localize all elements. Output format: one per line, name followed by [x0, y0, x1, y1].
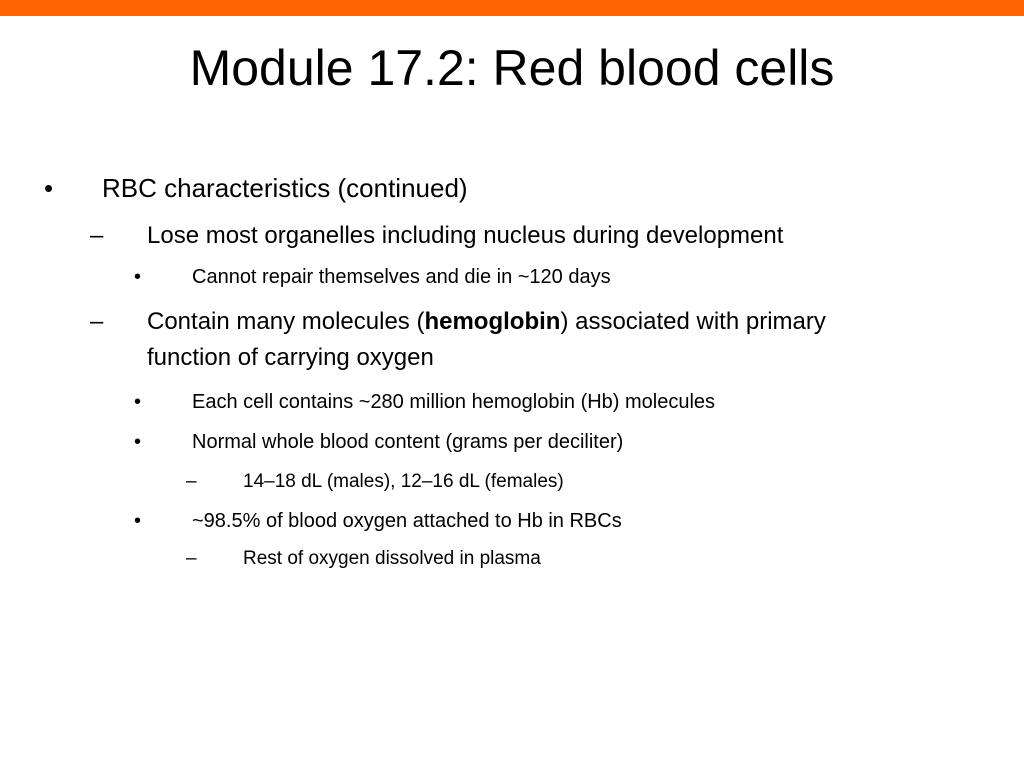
dash-marker: –	[90, 308, 104, 335]
bullet-hemoglobin-function	[147, 304, 907, 376]
bullet-lose-organelles: Lose most organelles including nucleus during development	[147, 222, 784, 249]
dash-marker: –	[90, 222, 104, 249]
slide-title: Module 17.2: Red blood cells	[189, 40, 835, 96]
hemoglobin-text-before: Contain many molecules (	[147, 308, 425, 335]
bullet-marker: •	[134, 431, 142, 453]
dash-marker: –	[186, 471, 197, 492]
bullet-marker: •	[134, 391, 142, 413]
top-accent-bar	[0, 0, 1024, 16]
bullet-whole-blood-content: Normal whole blood content (grams per deciliter)	[192, 431, 624, 453]
bullet-cannot-repair: Cannot repair themselves and die in ~120 days	[192, 266, 611, 288]
hemoglobin-bold-term: hemoglobin	[424, 308, 561, 335]
bullet-male-female-values: 14–18 dL (males), 12–16 dL (females)	[243, 471, 564, 492]
dash-marker: –	[186, 548, 197, 569]
bullet-marker: •	[44, 173, 54, 203]
bullet-oxygen-plasma: Rest of oxygen dissolved in plasma	[243, 548, 541, 569]
bullet-rbc-characteristics: RBC characteristics (continued)	[102, 173, 468, 203]
bullet-oxygen-attached: ~98.5% of blood oxygen attached to Hb in RBCs	[192, 510, 622, 532]
bullet-marker: •	[134, 510, 142, 532]
hemoglobin-text-after: ) associated with primary function of carrying oxygen	[147, 308, 826, 371]
bullet-marker: •	[134, 266, 142, 288]
bullet-hb-molecules: Each cell contains ~280 million hemoglobin (Hb) molecules	[192, 391, 716, 413]
